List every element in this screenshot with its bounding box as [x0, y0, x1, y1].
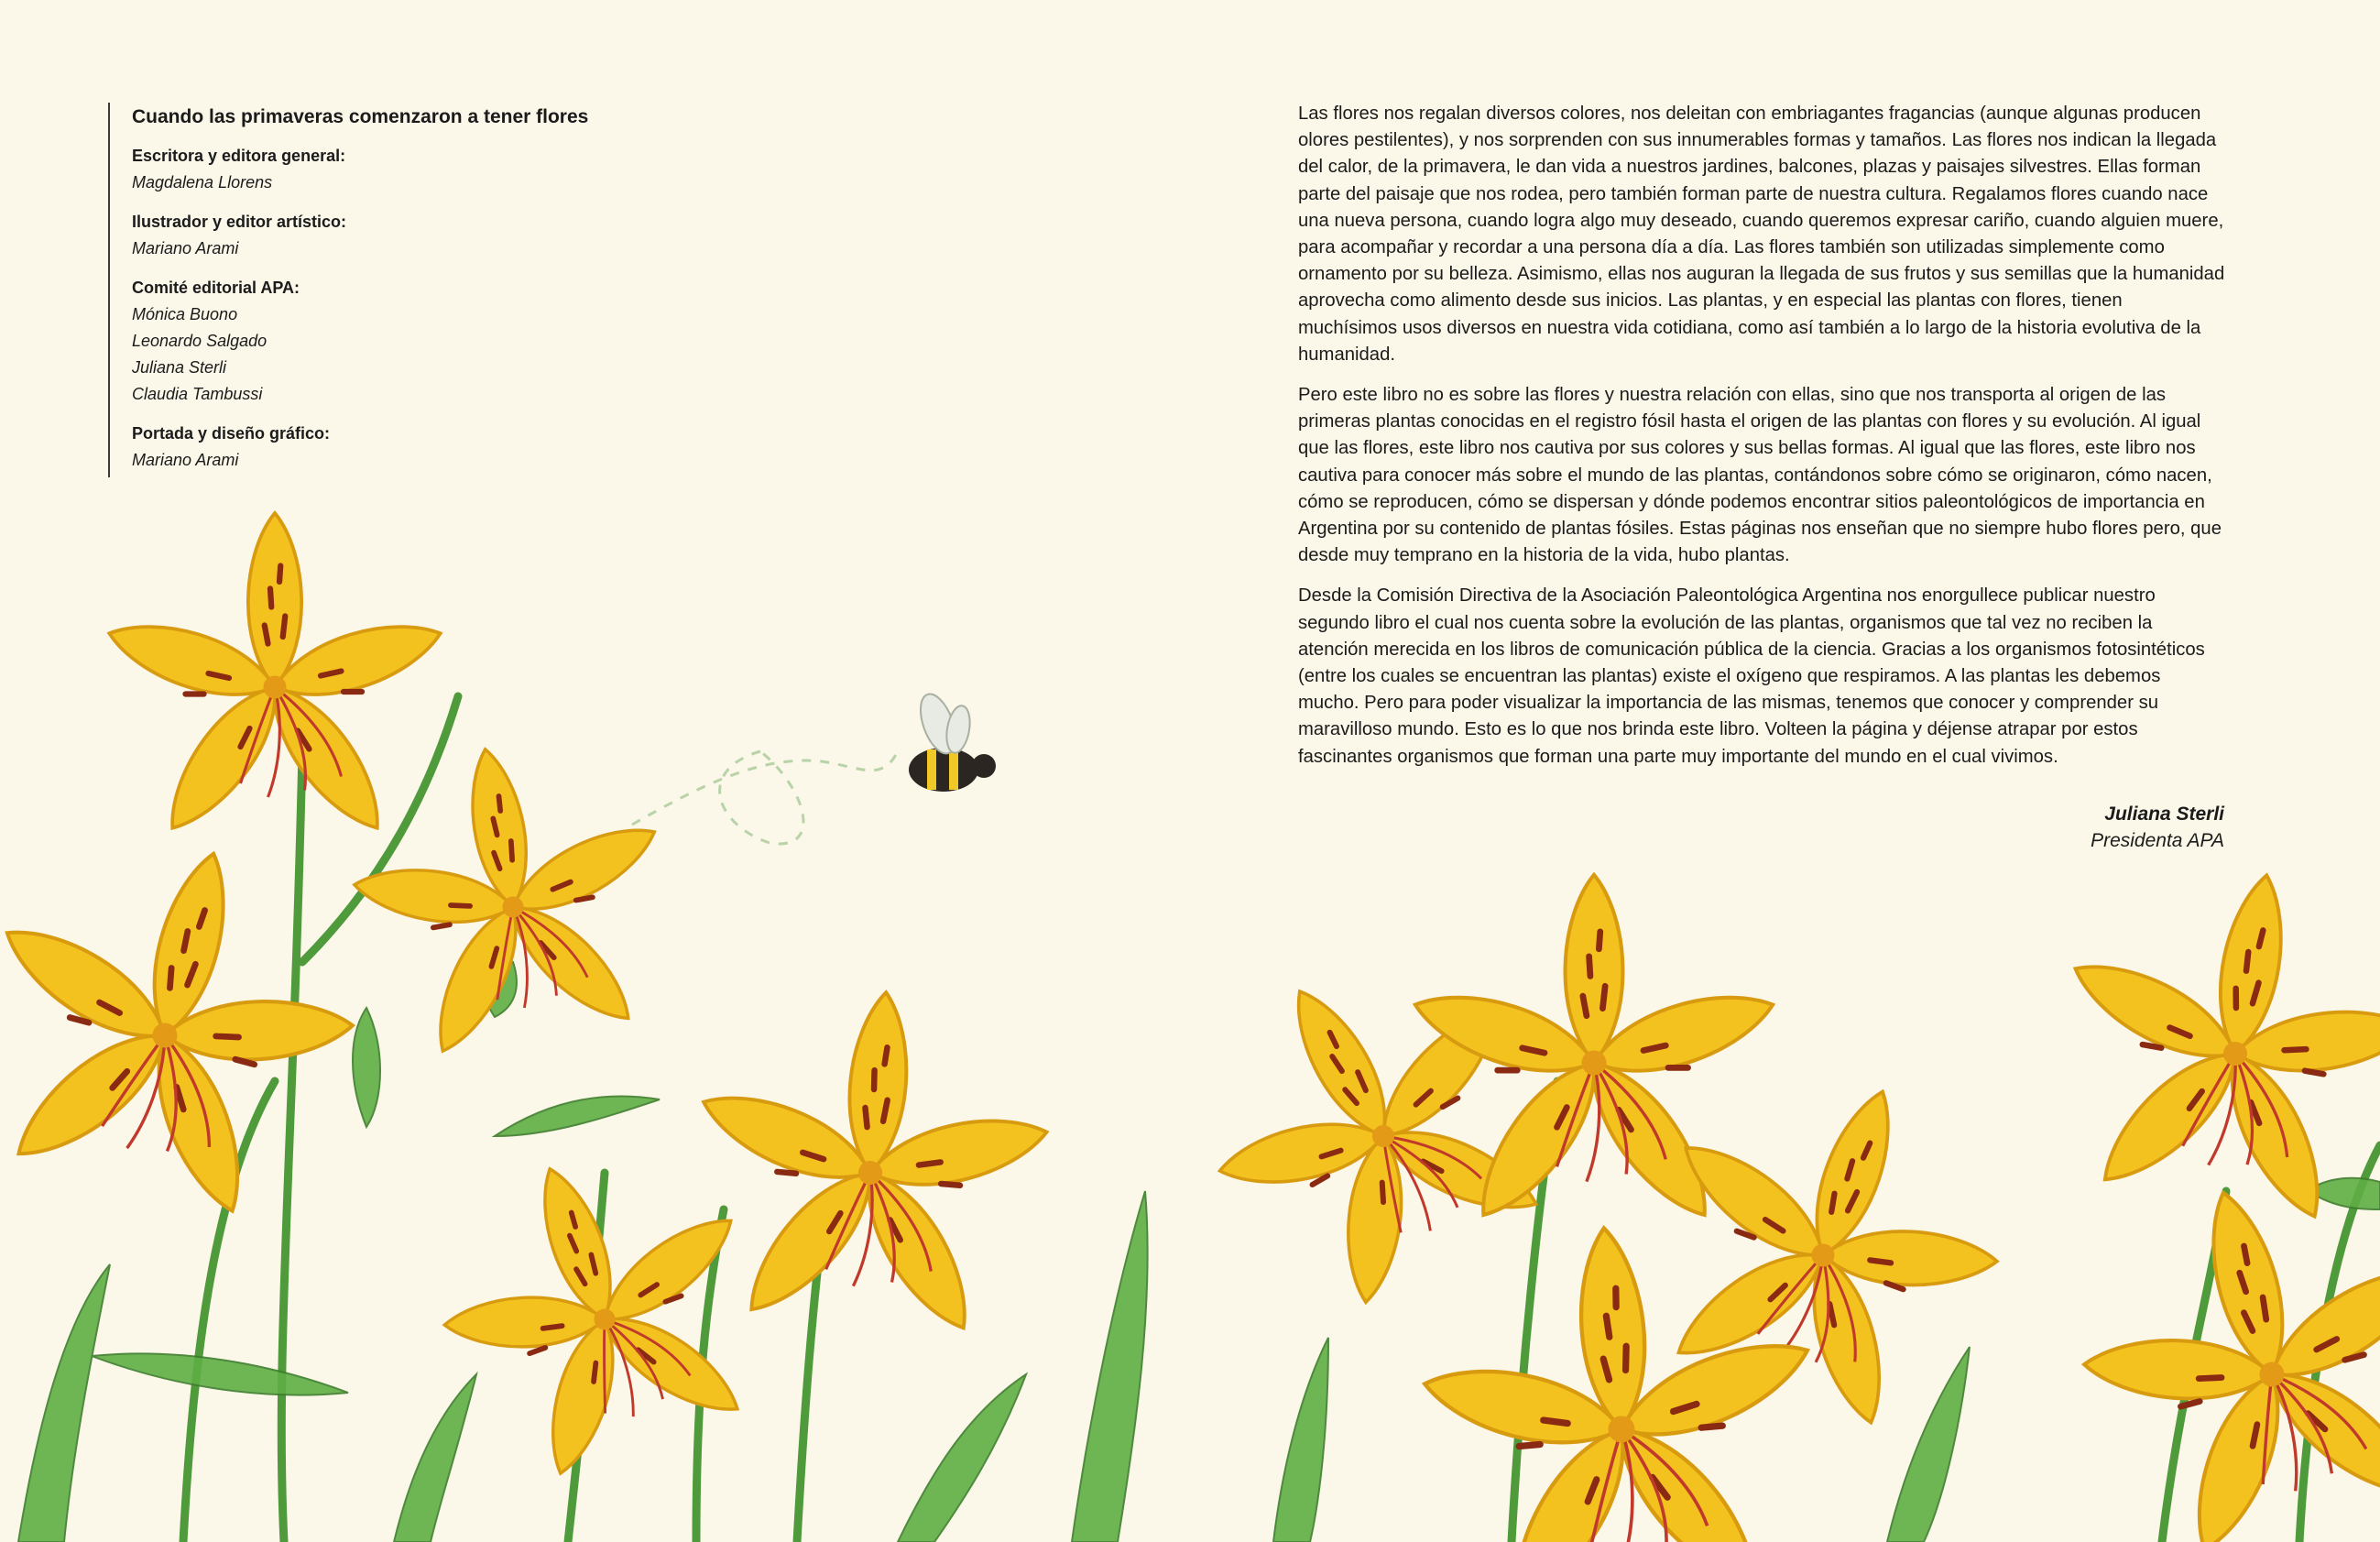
- credit-name: Mariano Arami: [132, 451, 239, 469]
- credit-name: Leonardo Salgado: [132, 332, 267, 350]
- credit-group-illustrator: [132, 209, 608, 262]
- credit-role: Escritora y editora general:: [132, 147, 346, 165]
- credit-role: Portada y diseño gráfico:: [132, 424, 331, 443]
- signature-title: Presidenta APA: [2091, 830, 2224, 851]
- credit-name: Claudia Tambussi: [132, 385, 263, 403]
- paragraph: Desde la Comisión Directiva de la Asociación Paleontológica Argentina nos enorgullece publicar nuestro segundo libro el cual nos cuenta sobre la evolución de las plantas, organismos que tal vez no reciben la atención merecida en los libros de comunicación pública de la ciencia. Gracias a los organismos fotosintéticos (entre los cuales se encuentran las plantas) existe el oxígeno que respiramos. A las plantas les debemos mucho. Pero para poder visualizar la importancia de las mismas, tenemos que conocer y comprender su maravilloso mundo. Esto es lo que nos brinda este libro. Volteen la página y déjense atrapar por estos fascinantes organismos que forman una parte muy importante del mundo en el cual vivimos.: [1298, 585, 2205, 767]
- signature-name: Juliana Sterli: [2104, 804, 2224, 825]
- credit-role: Comité editorial APA:: [132, 279, 300, 297]
- credit-name: Juliana Sterli: [132, 358, 227, 377]
- credit-group-writer: [132, 143, 608, 196]
- book-title: Cuando las primaveras comenzaron a tener flores: [132, 106, 589, 127]
- credit-name: Magdalena Llorens: [132, 173, 273, 191]
- credit-group-committee: [132, 275, 608, 408]
- paragraph: Las flores nos regalan diversos colores, nos deleitan con embriagantes fragancias (aunque algunas producen olores pestilentes), y nos sorprenden con sus innumerables formas y tamaños. Las flores nos indican la llegada del calor, de la primavera, le dan vida a nuestros jardines, balcones, plazas y paisajes silvestres. Ellas forman parte del paisaje que nos rodea, pero también forman parte de nuestra cultura. Regalamos flores cuando nace una nueva persona, cuando logra algo muy deseado, cuando queremos expresar cariño, cuando alguien muere, para acompañar y recordar a una persona día a día. Las flores también son utilizadas simplemente como ornamento por su belleza. Asimismo, ellas nos auguran la llegada de sus frutos y sus semillas que la humanidad aprovecha como alimento desde sus inicios. Las plantas, y en especial las plantas con flores, tienen muchísimos usos diversos en nuestra vida cotidiana, como así también a lo largo de la historia evolutiva de la humanidad.: [1298, 104, 2225, 365]
- credits-block: [108, 103, 608, 477]
- prologue-text: [1298, 101, 2225, 784]
- credit-group-design: [132, 421, 608, 474]
- credit-name: Mónica Buono: [132, 305, 238, 323]
- credit-role: Ilustrador y editor artístico:: [132, 213, 347, 231]
- signature: [1924, 801, 2224, 854]
- credit-name: Mariano Arami: [132, 239, 239, 257]
- paragraph: Pero este libro no es sobre las flores y nuestra relación con ellas, sino que nos transporta al origen de las primeras plantas conocidas en el registro fósil hasta el origen de las plantas con flores y su evolución. Al igual que las flores, este libro nos cautiva por sus colores y sus bellas formas. Al igual que las flores, este libro nos cautiva para conocer más sobre el mundo de las plantas, contándonos sobre cómo se originaron, cómo nacen, cómo se reproducen, cómo se dispersan y dónde podemos encontrar sitios paleontológicos de importancia en Argentina por su contenido de plantas fósiles. Estas páginas nos enseñan que no siempre hubo flores pero, que desde muy temprano en la historia de la vida, hubo plantas.: [1298, 385, 2222, 566]
- bee-icon: [632, 690, 996, 844]
